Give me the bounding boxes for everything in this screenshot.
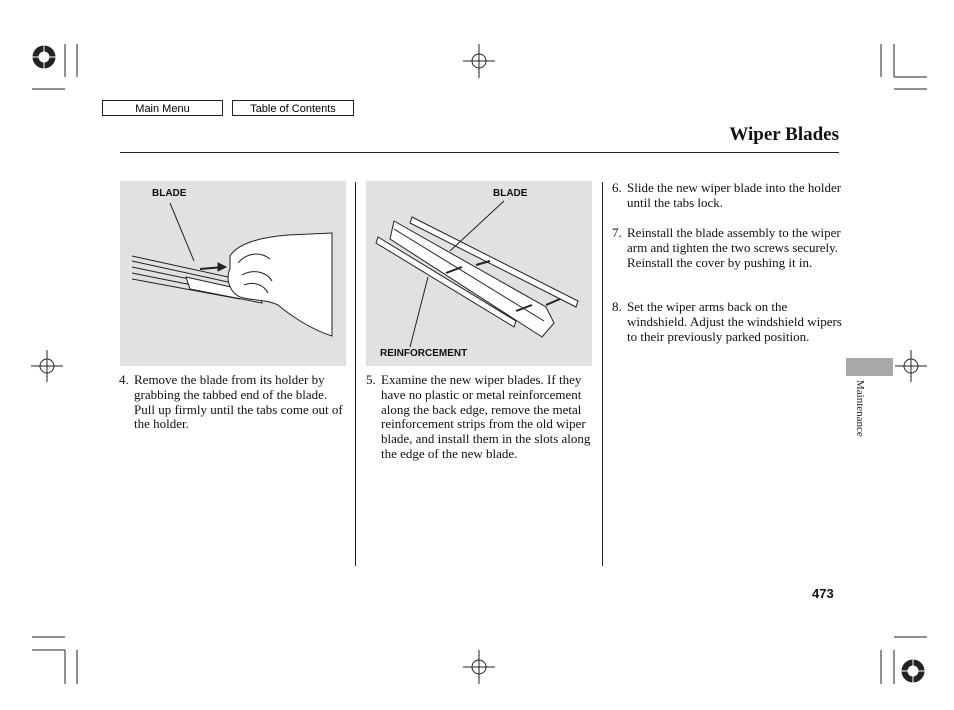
step-4-number: 4. [119,372,129,387]
title-rule [120,152,839,153]
step-4-text: Remove the blade from its holder by grabbing the tabbed end of the blade. Pull up firmly until the tabs come out of the holder. [134,372,343,432]
step-5 [366,373,596,462]
step-6-text: Slide the new wiper blade into the holder until the tabs lock. [627,180,842,210]
step-5-number: 5. [366,372,376,387]
step-4 [119,373,347,432]
step-7 [612,226,842,270]
section-tab-label: Maintenance [854,380,866,437]
figure-reinforcement [366,181,592,366]
section-tab [846,358,893,376]
blade-label-middle: BLADE [493,188,528,199]
reinforcement-illustration [366,181,592,366]
figure-remove-blade [120,181,346,366]
blade-removal-illustration [120,181,346,366]
step-6-number: 6. [612,180,622,195]
reinforcement-label: REINFORCEMENT [380,348,468,359]
main-menu-button[interactable]: Main Menu [102,100,223,116]
step-6 [612,181,842,211]
step-8 [612,300,842,344]
blade-label: BLADE [152,188,187,199]
page-number: 473 [812,586,834,601]
column-divider-1 [355,182,356,566]
step-7-text: Reinstall the blade assembly to the wiper arm and tighten the two screws securely. Reinstall the cover by pushing it in. [627,225,841,270]
step-7-number: 7. [612,225,622,240]
page-title: Wiper Blades [729,124,839,145]
table-of-contents-button[interactable]: Table of Contents [232,100,354,116]
column-divider-2 [602,182,603,566]
step-5-text: Examine the new wiper blades. If they have no plastic or metal reinforcement along the back edge, remove the metal reinforcement strips from the old wiper blade, and install them in the slots along the edge of the new blade. [381,372,591,461]
step-8-number: 8. [612,299,622,314]
step-8-text: Set the wiper arms back on the windshield. Adjust the windshield wipers to their previously parked position. [627,299,842,344]
